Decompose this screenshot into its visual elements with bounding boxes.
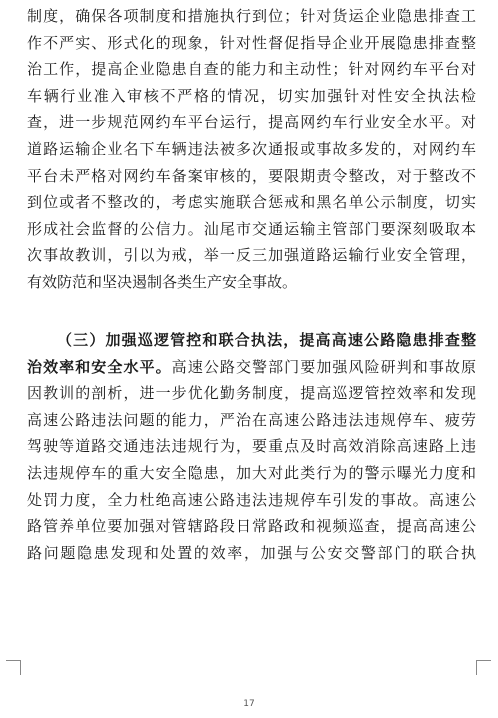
- text-line: 路问题隐患发现和处置的效率，加强与公安交警部门的联合执: [27, 543, 476, 562]
- paragraph-highway-patrol: [27, 327, 476, 566]
- text-line: 制度，确保各项制度和措施执行到位；针对货运企业隐患排查工: [27, 7, 476, 25]
- text-line: 有效防范和坚决遏制各类生产安全事故。: [27, 272, 298, 291]
- crop-mark-bottom-left: [6, 660, 21, 675]
- crop-mark-bottom-right: [476, 660, 491, 675]
- text-line: 平台未严格对网约车备案审核的，要限期责令整改，对于整改不: [27, 166, 476, 185]
- section-heading: （三）加强巡逻管控和联合执法，提高高速公路隐患排查整: [57, 331, 476, 349]
- text-line: 驾驶等道路交通违法违规行为，要重点及时高效消除高速路上违: [27, 437, 476, 456]
- text-line: 高速公路违法问题的能力，严治在高速公路违法违规停车、疲劳: [27, 410, 476, 429]
- text-run: 高速公路交警部门要加强风险研判和事故原: [171, 357, 476, 376]
- text-line: 处罚力度，全力杜绝高速公路违法违规停车引发的事故。高速公: [27, 490, 476, 509]
- section-heading-end: 治效率和安全水平。: [27, 357, 172, 376]
- text-line: 作不严实、形式化的现象，针对性督促指导企业开展隐患排查整: [27, 33, 476, 52]
- text-line: 因教训的剖析，进一步优化勤务制度，提高巡逻管控效率和发现: [27, 384, 476, 403]
- paragraph-road-transport-enforcement: [27, 3, 476, 296]
- text-line: 道路运输企业名下车辆违法被多次通报或事故多发的，对网约车: [27, 139, 476, 158]
- text-line: 车辆行业准入审核不严格的情况，切实加强针对性安全执法检: [27, 86, 476, 105]
- text-line: 次事故教训，引以为戒，举一反三加强道路运输行业安全管理，: [27, 246, 476, 265]
- text-line: 治工作，提高企业隐患自查的能力和主动性；针对网约车平台对: [27, 60, 476, 79]
- text-line: 法违规停车的重大安全隐患，加大对此类行为的警示曝光力度和: [27, 463, 476, 482]
- text-line: [27, 354, 476, 381]
- text-line: 路管养单位要加强对管辖路段日常路政和视频巡查，提高高速公: [27, 517, 476, 536]
- text-line: 形成社会监督的公信力。汕尾市交通运输主管部门要深刻吸取本: [27, 219, 476, 238]
- text-line: 到位或者不整改的，考虑实施联合惩戒和黑名单公示制度，切实: [27, 193, 476, 212]
- text-line: 查，进一步规范网约车平台运行，提高网约车行业安全水平。对: [27, 113, 476, 132]
- page-number: 17: [243, 699, 255, 709]
